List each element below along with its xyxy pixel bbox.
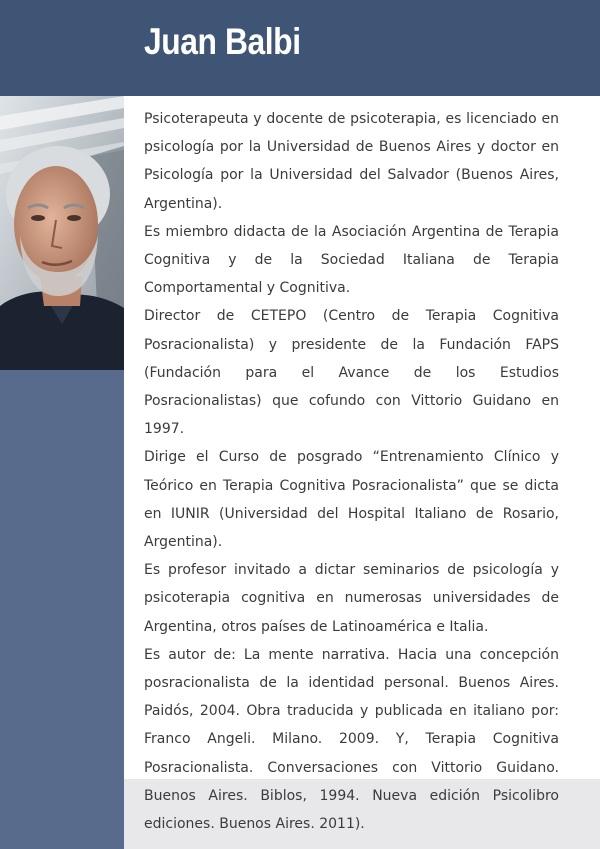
bio-paragraph: Dirige el Curso de posgrado “Entrenamiento Clínico y Teórico en Terapia Cognitiva Posracionalista” que se dicta en IUNIR (Universidad del Hospital Italiano de Rosario, Argentina). <box>144 449 559 551</box>
header-band <box>0 0 600 96</box>
bio-paragraph: Psicoterapeuta y docente de psicoterapia, es licenciado en psicología por la Universidad de Buenos Aires y doctor en Psicología por la Universidad del Salvador (Buenos Aires, Argentina). <box>144 111 559 212</box>
bio-paragraph: Es profesor invitado a dictar seminarios de psicología y psicoterapia cognitiva en numerosas universidades de Argentina, otros países de Latinoamérica e Italia. <box>144 562 559 635</box>
biography-text <box>144 105 559 838</box>
bio-paragraph: Es miembro didacta de la Asociación Argentina de Terapia Cognitiva y de la Sociedad Italiana de Terapia Comportamental y Cognitiva. <box>144 223 559 297</box>
portrait-icon <box>0 96 124 370</box>
bio-paragraph: Es autor de: La mente narrativa. Hacia una concepción posracionalista de la identidad personal. Buenos Aires. Paidós, 2004. Obra traducida y publicada en italiano por: Franco Angeli. Milano. 2009. Y, Terapia Cognitiva Posracionalista. Conversaciones con Vittorio Guidano. Buenos Aires. Biblos, 1994. Nueva edición Psicolibro ediciones. Buenos Aires. 2011). <box>144 646 559 833</box>
portrait-photo <box>0 96 124 370</box>
bio-paragraph: Director de CETEPO (Centro de Terapia Cognitiva Posracionalista) y presidente de la Fundación FAPS (Fundación para el Avance de los Estudios Posracionalistas) que cofundo con Vittorio Guidano en 1997. <box>144 308 559 438</box>
page-title: Juan Balbi <box>144 21 301 62</box>
